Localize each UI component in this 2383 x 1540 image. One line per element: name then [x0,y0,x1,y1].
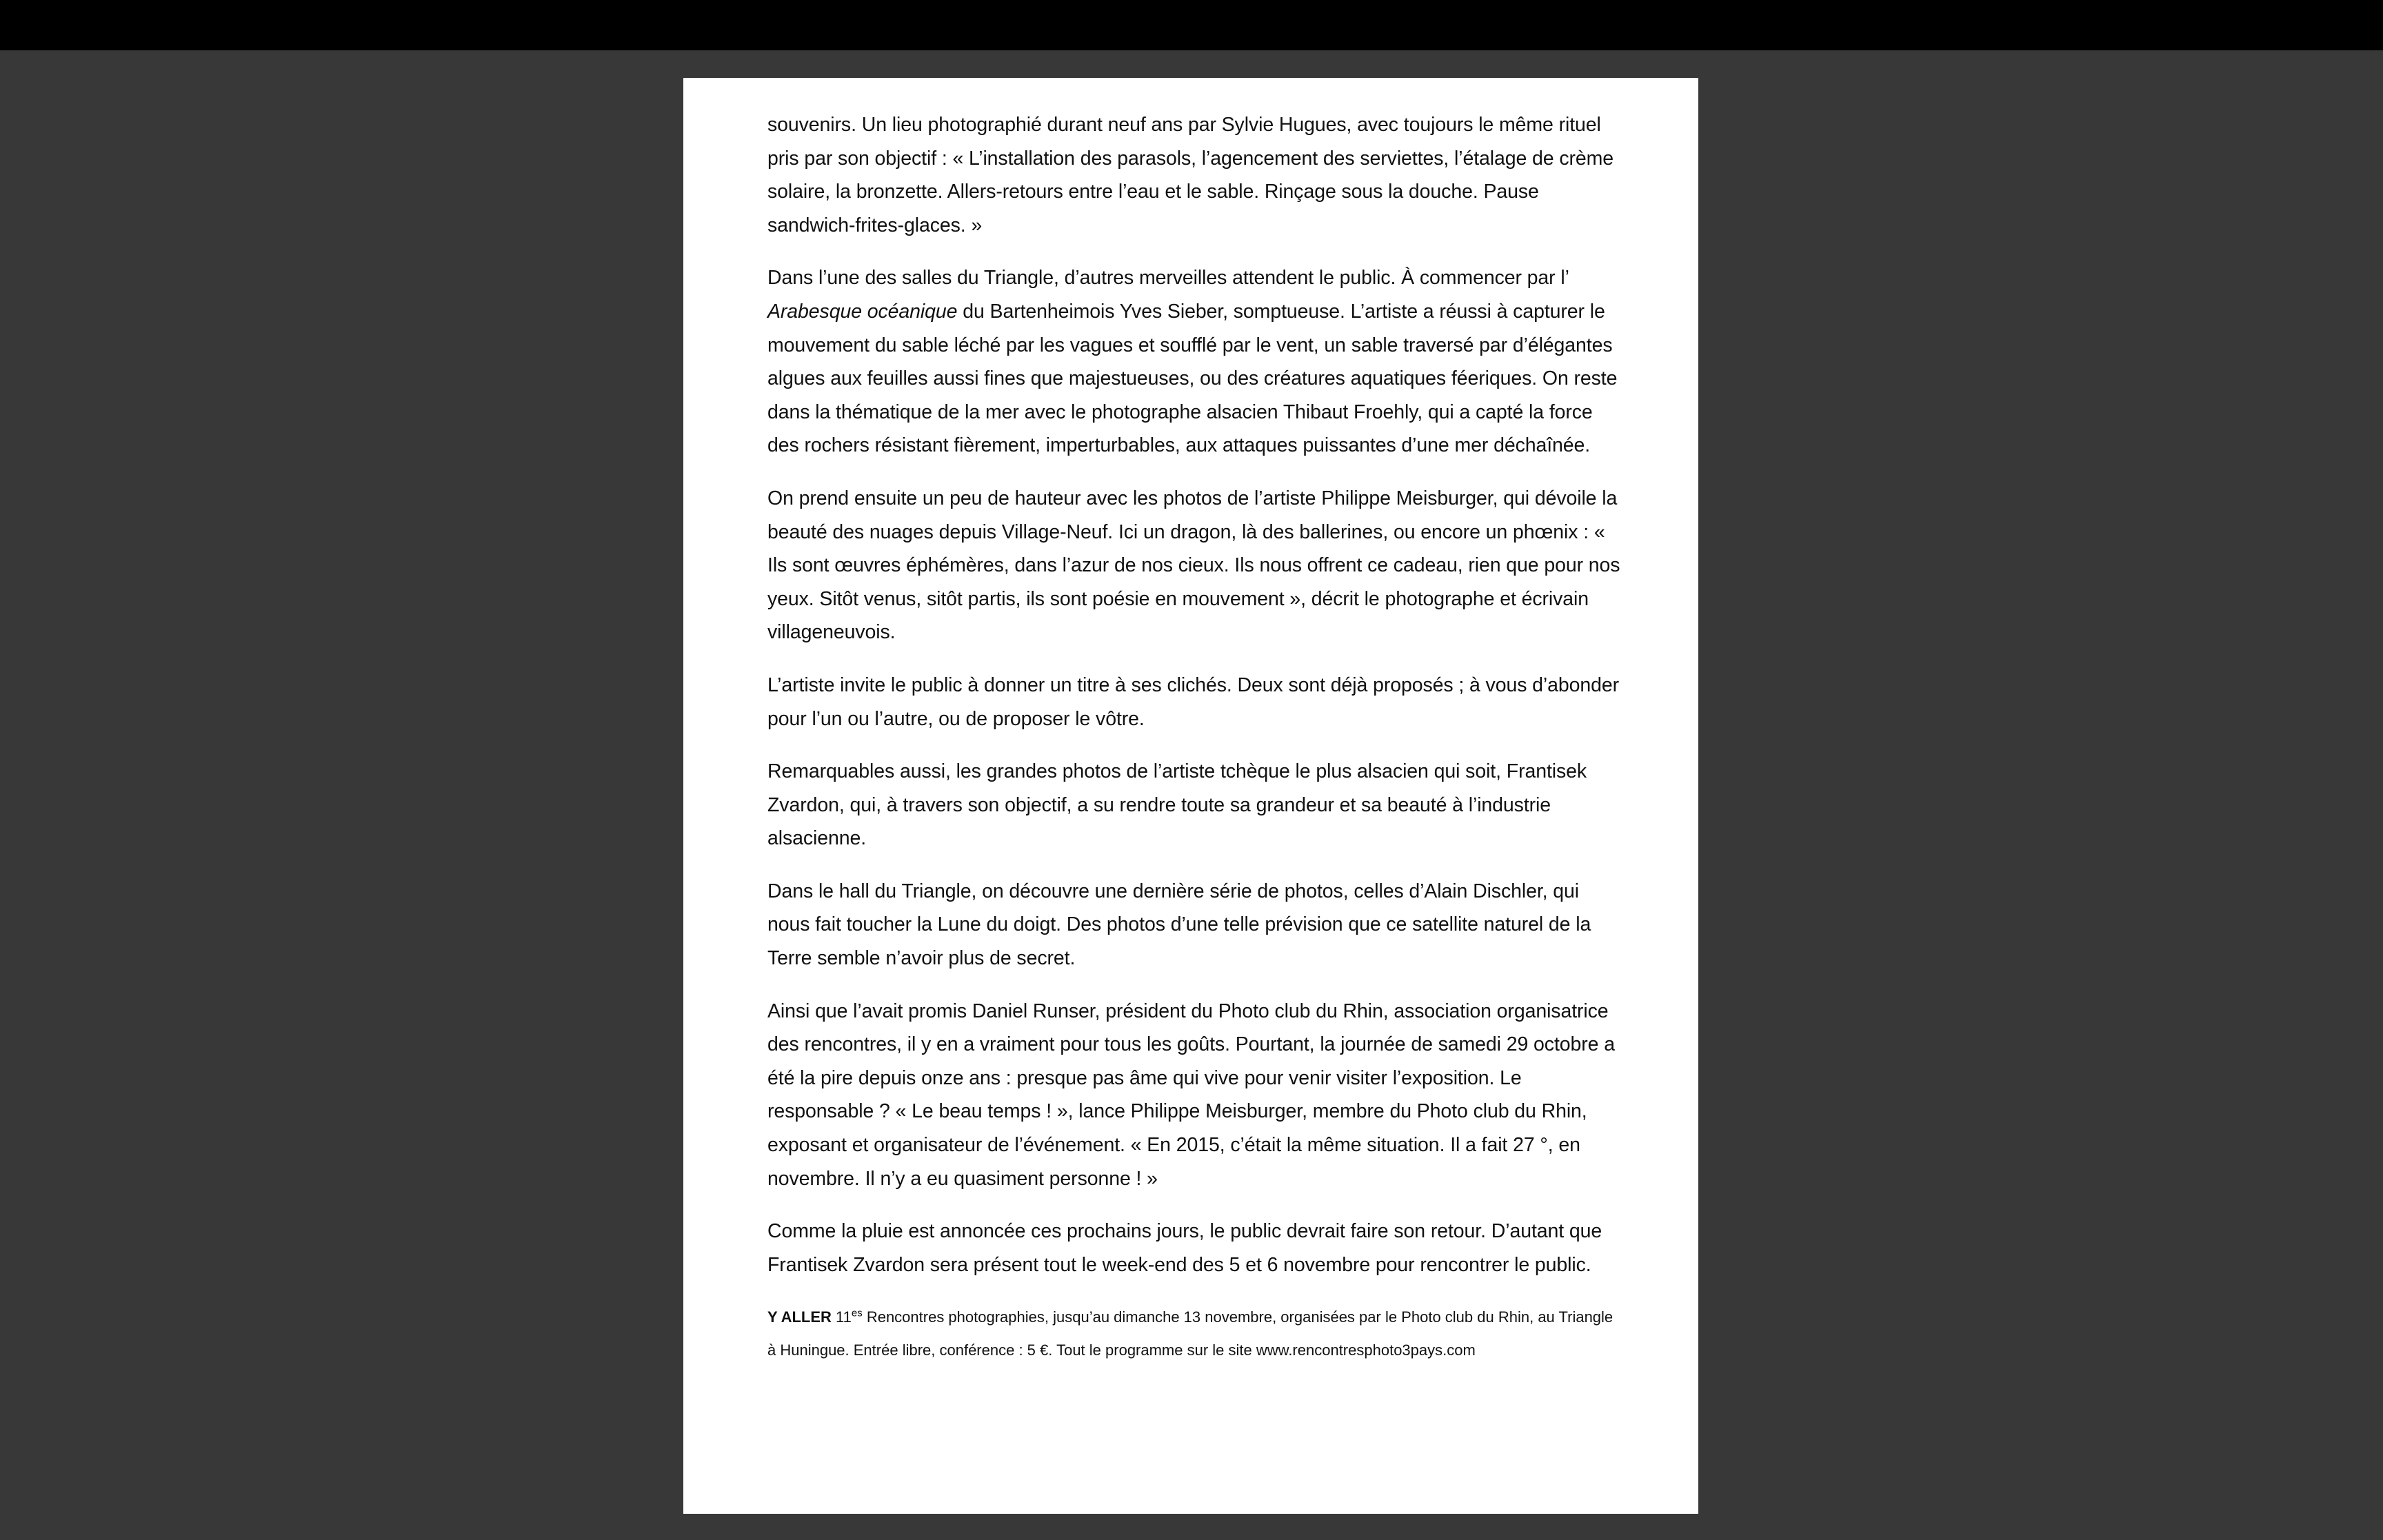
paragraph-4: L’artiste invite le public à donner un titre à ses clichés. Deux sont déjà proposés ; à vous d’abonder pour l’un ou l’autre, ou de proposer le vôtre. [767,673,1620,730]
event-info-label: Y ALLER [767,1308,832,1326]
paragraph-2 [767,261,1622,463]
paragraph-5: Remarquables aussi, les grandes photos de l’artiste tchèque le plus alsacien qui soit, Frantisek Zvardon, qui, à travers son objectif, a su rendre toute sa grandeur et sa beauté à l’industrie alsacienne. [767,760,1587,850]
event-edition-suffix: es [851,1308,863,1320]
event-info-text: Rencontres photographies, jusqu’au dimanche 13 novembre, organisées par le Photo club du Rhin, au Triangle à Huningue. Entrée libre, conférence : 5 €. Tout le programme sur le site www.rencontresphoto3pays.com [767,1308,1613,1359]
event-info [767,1301,1622,1367]
paragraph-2-start: Dans l’une des salles du Triangle, d’autres merveilles attendent le public. À commencer par l’ [767,267,1569,290]
artwork-title: Arabesque océanique [767,300,958,323]
paragraph-8: Comme la pluie est annoncée ces prochains jours, le public devrait faire son retour. D’autant que Frantisek Zvardon sera présent tout le week-end des 5 et 6 novembre pour rencontrer le public. [767,1220,1602,1276]
top-bar [0,0,2383,50]
event-edition-number: 11 [831,1308,852,1326]
article-body [767,108,1622,1367]
paragraph-6: Dans le hall du Triangle, on découvre une dernière série de photos, celles d’Alain Dischler, qui nous fait toucher la Lune du doigt. Des photos d’une telle prévision que ce satellite naturel de la Terre semble n’avoir plus de secret. [767,880,1591,970]
paragraph-2-end: du Bartenheimois Yves Sieber, somptueuse. L’artiste a réussi à capturer le mouvement du sable léché par les vagues et soufflé par le vent, un sable traversé par d’élégantes algues aux feuilles aussi fines que majestueuses, ou des créatures aquatiques féeriques. On reste dans la thématique de la mer avec le photographe alsacien Thibaut Froehly, qui a capté la force des rochers résistant fièrement, imperturbables, aux attaques puissantes d’une mer déchaînée. [767,300,1618,457]
paragraph-1: souvenirs. Un lieu photographié durant neuf ans par Sylvie Hugues, avec toujours le même rituel pris par son objectif : « L’installation des parasols, l’agencement des serviettes, l’étalage de crème solaire, la bronzette. Allers-retours entre l’eau et le sable. Rinçage sous la douche. Pause sandwich-frites-glaces. » [767,114,1614,236]
paragraph-7: Ainsi que l’avait promis Daniel Runser, président du Photo club du Rhin, association organisatrice des rencontres, il y en a vraiment pour tous les goûts. Pourtant, la journée de samedi 29 octobre a été la pire depuis onze ans : presque pas âme qui vive pour venir visiter l’exposition. Le responsable ? « Le beau temps ! », lance Philippe Meisburger, membre du Photo club du Rhin, exposant et organisateur de l’événement. « En 2015, c’était la même situation. Il a fait 27 °, en novembre. Il n’y a eu quasiment personne ! » [767,1000,1615,1190]
paragraph-3: On prend ensuite un peu de hauteur avec les photos de l’artiste Philippe Meisburger, qui dévoile la beauté des nuages depuis Village-Neuf. Ici un dragon, là des ballerines, ou encore un phœnix : « Ils sont œuvres éphémères, dans l’azur de nos cieux. Ils nous offrent ce cadeau, rien que pour nos yeux. Sitôt venus, sitôt partis, ils sont poésie en mouvement », décrit le photographe et écrivain villageneuvois. [767,487,1620,644]
document-page [683,78,1698,1514]
